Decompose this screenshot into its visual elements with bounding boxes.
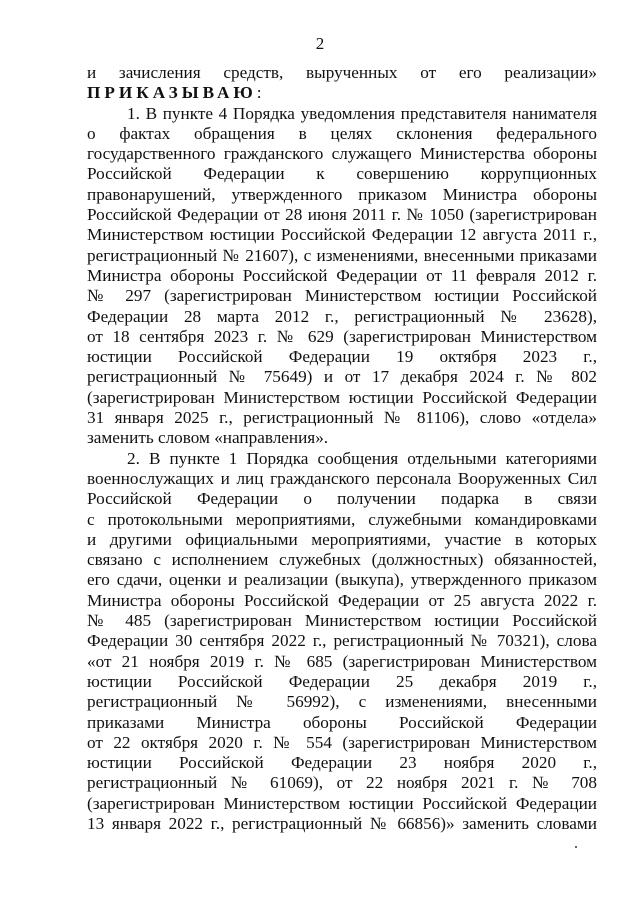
paragraph-1-line-8: регистрационный № 21607), с изменениями, внесенными приказами	[87, 245, 597, 265]
page-number: 2	[315, 34, 325, 53]
paragraph-1-line-13: юстиции Российской Федерации 19 октября 2023 г.,	[87, 347, 597, 367]
paragraph-2-line-19: 13 января 2022 г., регистрационный № 66856)» заменить словами	[87, 813, 597, 833]
order-heading	[87, 83, 597, 103]
paragraph-2-line-15: от 22 октября 2020 г. № 554 (зарегистрирован Министерством	[87, 732, 597, 752]
paragraph-1-line-7: Министерством юстиции Российской Федерации 12 августа 2011 г.,	[87, 225, 597, 245]
paragraph-2-line-18: (зарегистрирован Министерством юстиции Российской Федерации	[87, 793, 597, 813]
paragraph-2-line-7: его сдачи, оценки и реализации (выкупа), утвержденного приказом	[87, 570, 597, 590]
paragraph-2-line-10: Федерации 30 сентября 2022 г., регистрационный № 70321), слова	[87, 631, 597, 651]
paragraph-1-line-3: государственного гражданского служащего Министерства обороны	[87, 144, 597, 164]
paragraph-1-line-14: регистрационный № 75649) и от 17 декабря 2024 г. № 802	[87, 367, 597, 387]
paragraph-2-line-9: № 485 (зарегистрирован Министерством юстиции Российской	[87, 611, 597, 631]
paragraph-2-line-17: регистрационный № 61069), от 22 ноября 2021 г. № 708	[87, 773, 597, 793]
paragraph-1-line-4: Российской Федерации к совершению коррупционных	[87, 164, 597, 184]
order-colon: :	[256, 83, 262, 103]
paragraph-1-line-17: заменить словом «направления».	[87, 428, 329, 448]
paragraph-2-line-12: юстиции Российской Федерации 25 декабря 2019 г.,	[87, 671, 597, 691]
paragraph-1-line-6: Российской Федерации от 28 июня 2011 г. № 1050 (зарегистрирован	[87, 205, 597, 225]
paragraph-2-line-6: связано с исполнением служебных (должностных) обязанностей,	[87, 550, 597, 570]
scan-speck	[575, 846, 577, 848]
paragraph-1-line-11: Федерации 28 марта 2012 г., регистрационный № 23628),	[87, 306, 597, 326]
paragraph-2-line-4: с протокольными мероприятиями, служебными командировками	[87, 509, 597, 529]
paragraph-2-line-13: регистрационный № 56992), с изменениями, внесенными	[87, 692, 597, 712]
paragraph-2-line-1: 2. В пункте 1 Порядка сообщения отдельными категориями	[127, 448, 597, 468]
text-line-1: и зачисления средств, вырученных от его реализации»	[87, 63, 597, 82]
paragraph-1-line-1: 1. В пункте 4 Порядка уведомления представителя нанимателя	[127, 103, 597, 123]
document-body	[87, 63, 597, 834]
paragraph-1-line-10: № 297 (зарегистрирован Министерством юстиции Российской	[87, 286, 597, 306]
paragraph-2-line-11: «от 21 ноября 2019 г. № 685 (зарегистрирован Министерством	[87, 651, 597, 671]
paragraph-1-line-12: от 18 сентября 2023 г. № 629 (зарегистрирован Министерством	[87, 326, 597, 346]
paragraph-2-line-2: военнослужащих и лиц гражданского персонала Вооруженных Сил	[87, 468, 597, 488]
paragraph-1-line-15: (зарегистрирован Министерством юстиции Российской Федерации	[87, 387, 597, 407]
paragraph-2-line-14: приказами Министра обороны Российской Федерации	[87, 712, 597, 732]
paragraph-2-line-3: Российской Федерации о получении подарка в связи	[87, 489, 597, 509]
paragraph-1-line-9: Министра обороны Российской Федерации от 11 февраля 2012 г.	[87, 265, 597, 285]
order-word: ПРИКАЗЫВАЮ	[87, 83, 257, 103]
paragraph-1-line-16: 31 января 2025 г., регистрационный № 81106), слово «отдела»	[87, 408, 597, 428]
paragraph-2-line-16: юстиции Российской Федерации 23 ноября 2020 г.,	[87, 753, 597, 773]
paragraph-1-line-5: правонарушений, утвержденного приказом Министра обороны	[87, 184, 597, 204]
paragraph-1-line-2: о фактах обращения в целях склонения федерального	[87, 123, 597, 143]
paragraph-2-line-5: и другими официальными мероприятиями, участие в которых	[87, 529, 597, 549]
paragraph-2-line-8: Министра обороны Российской Федерации от 25 августа 2022 г.	[87, 590, 597, 610]
